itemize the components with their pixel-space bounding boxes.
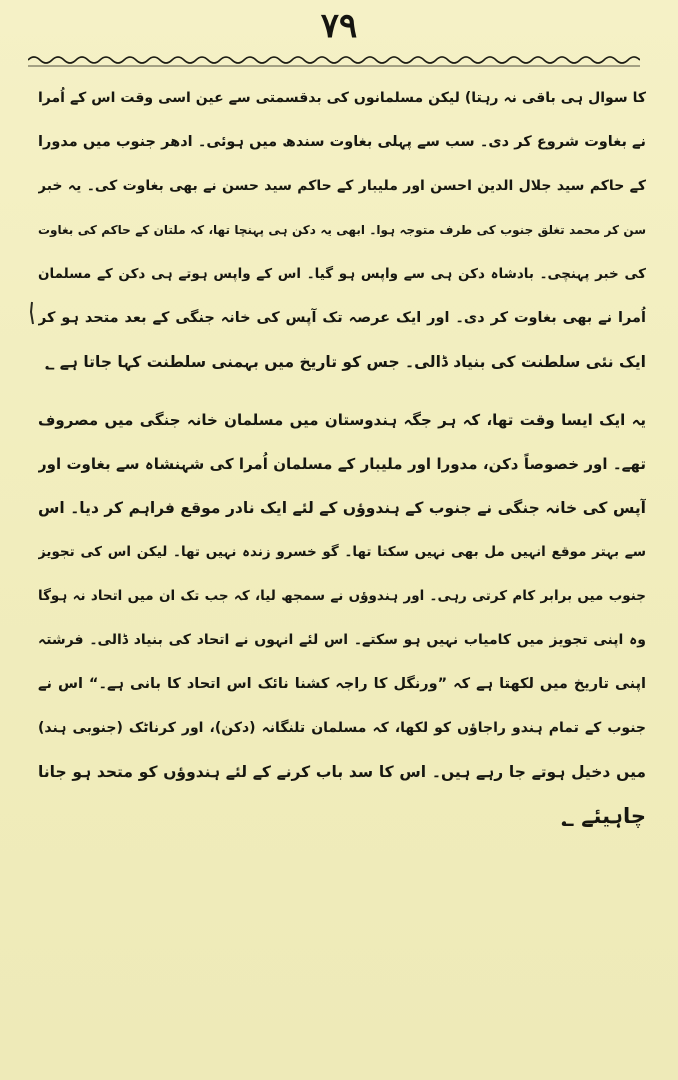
page-number: ۷۹ — [320, 6, 358, 46]
header-wavy-rule — [28, 50, 640, 70]
text-line: کے حاکم سید جلال الدین احسن اور ملیبار کے حاکم سید حسن نے بھی بغاوت کی۔ یہ خبر — [38, 178, 646, 194]
text-line: جنوب میں برابر کام کرتی رہی۔ اور ہندوؤں نے سمجھ لیا، کہ جب تک ان میں اتحاد نہ ہوگا — [38, 588, 646, 604]
margin-ink-mark — [28, 300, 36, 326]
paragraph-1 — [38, 76, 646, 384]
text-line: تھے۔ اور خصوصاً دکن، مدورا اور ملیبار کے مسلمان اُمرا کی شہنشاہ سے بغاوت اور — [38, 455, 646, 473]
text-line: نے بغاوت شروع کر دی۔ سب سے پہلی بغاوت سندھ میں ہوئی۔ ادھر جنوب میں مدورا — [38, 134, 646, 150]
text-line: سن کر محمد تغلق جنوب کی طرف متوجہ ہوا۔ ابھی یہ دکن ہی پہنچا تھا، کہ ملتان کے حاکم کی بغاوت — [38, 223, 646, 237]
body-text — [38, 76, 646, 838]
text-line: میں دخیل ہوتے جا رہے ہیں۔ اس کا سد باب کرنے کے لئے ہندوؤں کو متحد ہو جانا — [38, 763, 646, 781]
text-line: جنوب کے تمام ہندو راجاؤں کو لکھا، کہ مسلمان تلنگانہ (دکن)، اور کرناٹک (جنوبی ہند) — [38, 720, 646, 736]
paragraph-2 — [38, 398, 646, 838]
text-line: سے بہتر موقع انہیں مل بھی نہیں سکتا تھا۔ گو خسرو زندہ نہیں تھا۔ لیکن اس کی تجویز — [38, 544, 646, 560]
text-line: ایک نئی سلطنت کی بنیاد ڈالی۔ جس کو تاریخ میں بہمنی سلطنت کہا جاتا ہے ؂ — [45, 353, 646, 371]
text-line: یہ ایک ایسا وقت تھا، کہ ہر جگہ ہندوستان میں مسلمان خانہ جنگی میں مصروف — [38, 411, 646, 429]
text-line: اپنی تاریخ میں لکھتا ہے کہ ”ورنگل کا راجہ کشنا نائک اس اتحاد کا بانی ہے۔“ اس نے — [38, 676, 646, 692]
text-line: اُمرا نے بھی بغاوت کر دی۔ اور ایک عرصہ تک آپس کی خانہ جنگی کے بعد متحد ہو کر — [38, 310, 646, 326]
text-line: چاہیئے ؂ — [561, 804, 646, 828]
text-line: کی خبر پہنچی۔ بادشاہ دکن ہی سے واپس ہو گیا۔ اس کے واپس ہوتے ہی دکن کے مسلمان — [38, 266, 646, 282]
text-line: کا سوال ہی باقی نہ رہتا) لیکن مسلمانوں کی بدقسمتی سے عین اسی وقت اس کے اُمرا — [38, 90, 646, 106]
text-line: آپس کی خانہ جنگی نے جنوب کے ہندوؤں کے لئے ایک نادر موقع فراہم کر دیا۔ اس — [38, 499, 646, 517]
text-line: وہ اپنی تجویز میں کامیاب نہیں ہو سکتے۔ اس لئے انہوں نے اتحاد کی بنیاد ڈالی۔ فرشتہ — [38, 632, 646, 648]
